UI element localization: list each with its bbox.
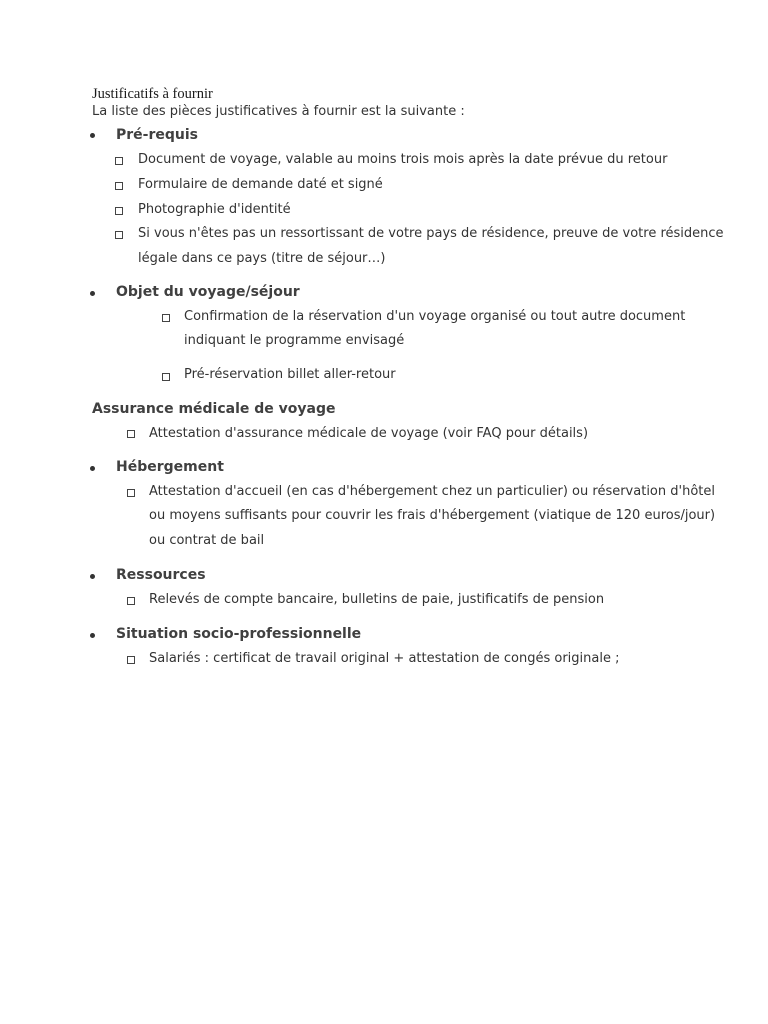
checkbox-icon <box>127 430 135 438</box>
section-heading-ressources: Ressources <box>116 567 206 583</box>
checkbox-icon <box>127 656 135 664</box>
list-item-line: Confirmation de la réservation d'un voyage organisé ou tout autre document <box>184 309 686 324</box>
bullet-icon <box>90 466 95 471</box>
document-title: Justificatifs à fournir <box>92 86 213 102</box>
list-item-line: légale dans ce pays (titre de séjour…) <box>138 251 386 266</box>
list-item-line: Attestation d'accueil (en cas d'hébergement chez un particulier) ou réservation d'hôtel <box>149 484 715 499</box>
section-heading-objet: Objet du voyage/séjour <box>116 284 300 300</box>
list-item-line: Si vous n'êtes pas un ressortissant de votre pays de résidence, preuve de votre résidence <box>138 226 724 241</box>
list-item-line: Document de voyage, valable au moins trois mois après la date prévue du retour <box>138 152 668 167</box>
list-item-line: Pré-réservation billet aller-retour <box>184 367 396 382</box>
section-heading-situation: Situation socio-professionnelle <box>116 626 362 642</box>
section-heading-hebergement: Hébergement <box>116 459 224 475</box>
bullet-icon <box>90 633 95 638</box>
checkbox-icon <box>162 373 170 381</box>
checkbox-icon <box>162 314 170 322</box>
checkbox-icon <box>127 489 135 497</box>
bullet-icon <box>90 133 95 138</box>
list-item-line: Salariés : certificat de travail original + attestation de congés originale ; <box>149 651 620 666</box>
checkbox-icon <box>115 157 123 165</box>
intro-text: La liste des pièces justificatives à fournir est la suivante : <box>92 104 465 119</box>
list-item-line: ou moyens suffisants pour couvrir les frais d'hébergement (viatique de 120 euros/jour) <box>149 508 716 523</box>
bullet-icon <box>90 574 95 579</box>
list-item-line: indiquant le programme envisagé <box>184 333 405 348</box>
checkbox-icon <box>115 182 123 190</box>
list-item-line: Relevés de compte bancaire, bulletins de paie, justificatifs de pension <box>149 592 605 607</box>
checkbox-icon <box>127 597 135 605</box>
list-item-line: ou contrat de bail <box>149 533 265 548</box>
checkbox-icon <box>115 231 123 239</box>
list-item-line: Photographie d'identité <box>138 202 291 217</box>
list-item-line: Formulaire de demande daté et signé <box>138 177 383 192</box>
list-item-line: Attestation d'assurance médicale de voyage (voir FAQ pour détails) <box>149 426 589 441</box>
bullet-icon <box>90 291 95 296</box>
section-heading-prerequis: Pré-requis <box>116 127 198 143</box>
checkbox-icon <box>115 207 123 215</box>
section-heading-assurance: Assurance médicale de voyage <box>92 401 336 417</box>
